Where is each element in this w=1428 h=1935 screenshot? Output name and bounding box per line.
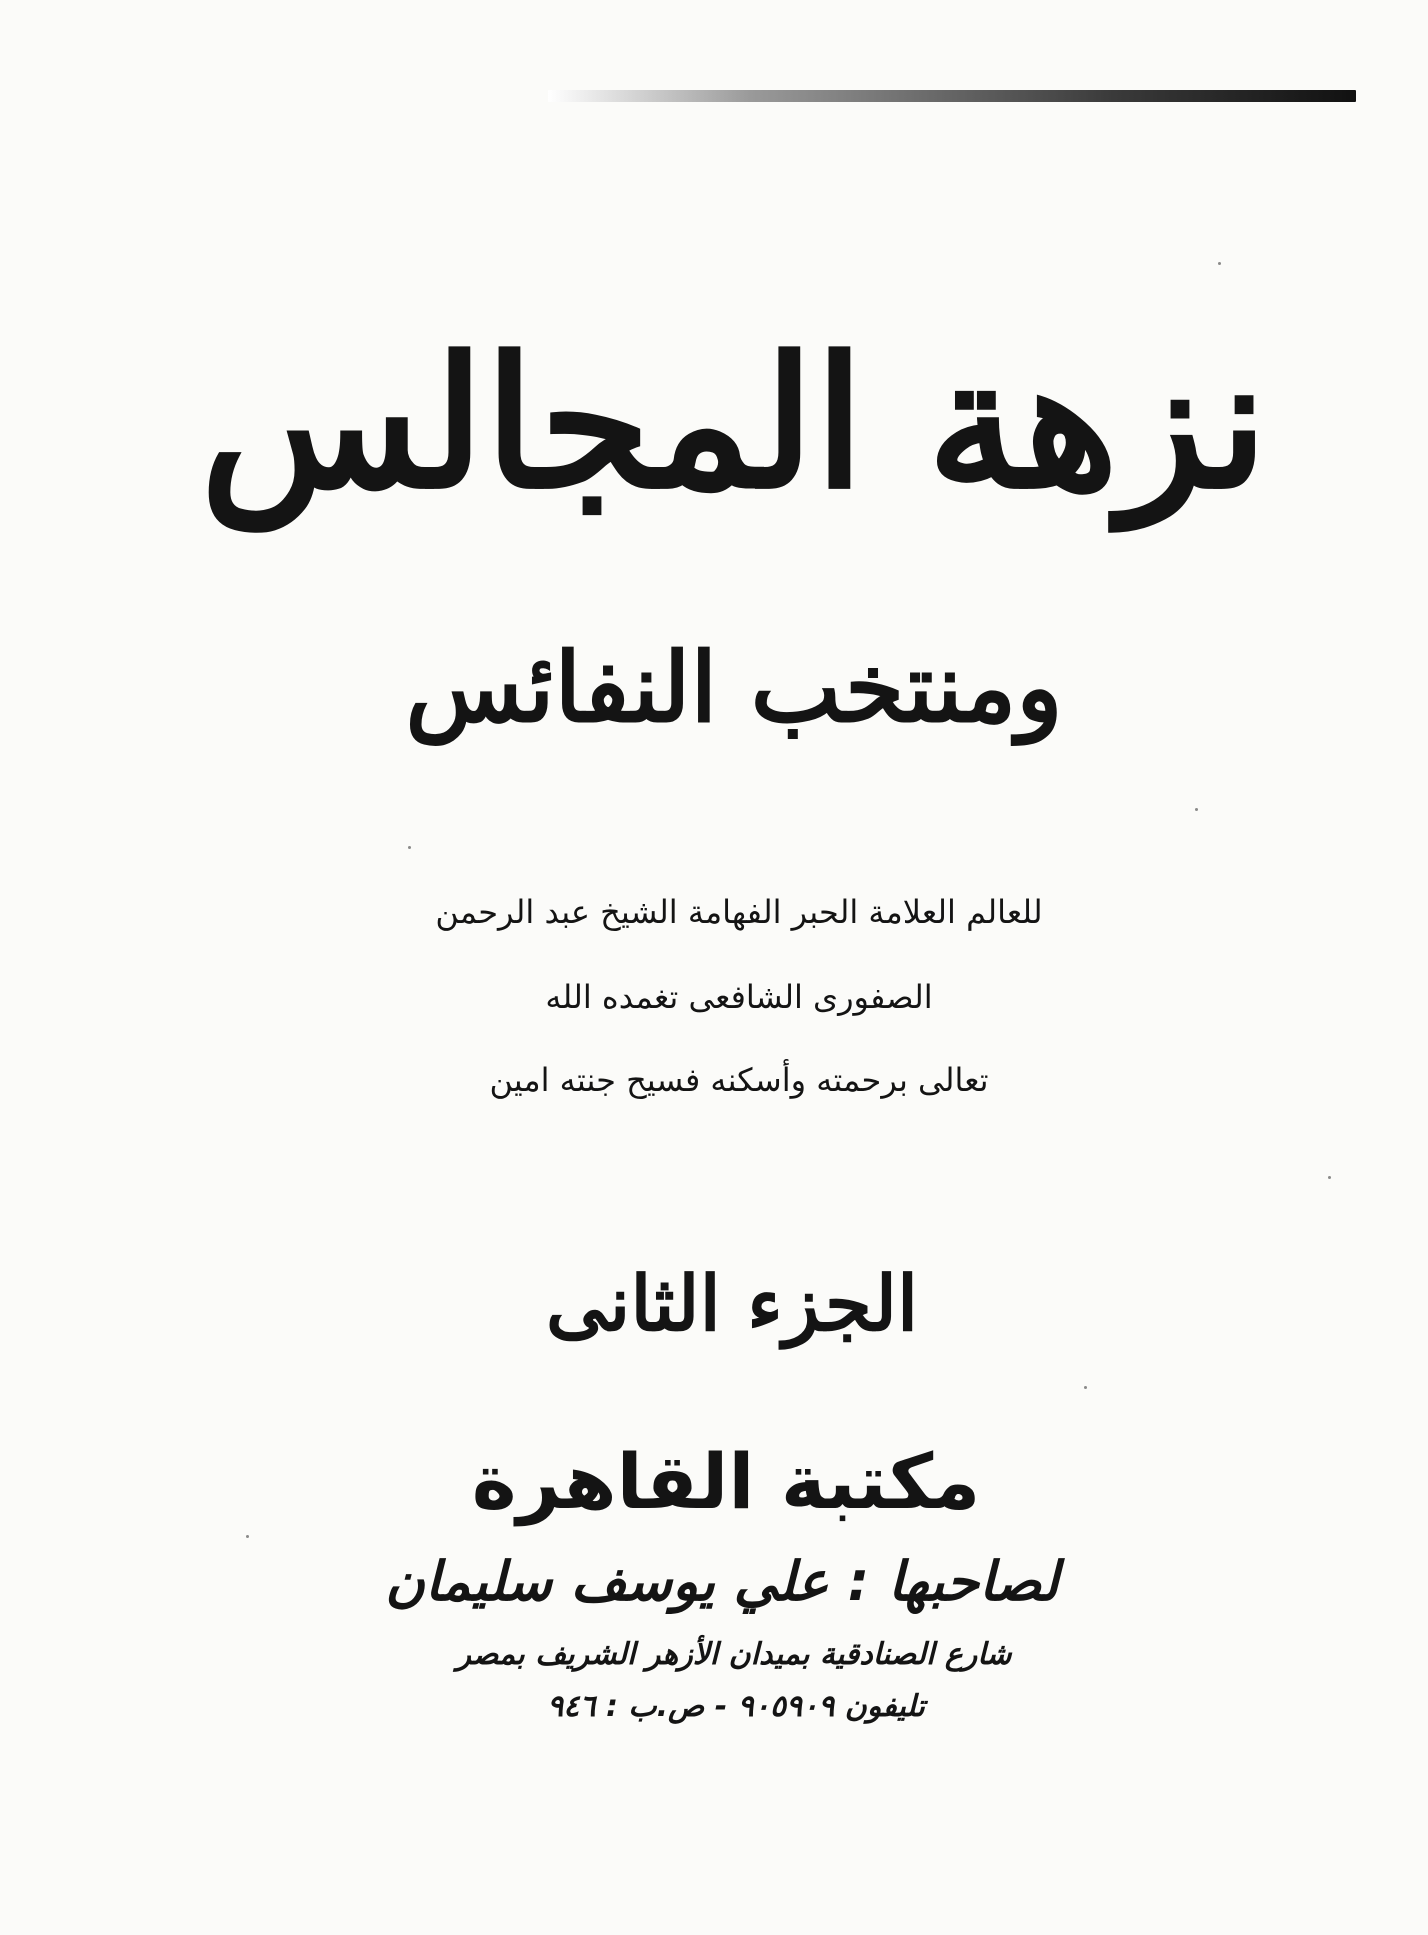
publisher-phone: تليفون ٩٠٥٩٠٩ - ص.ب : ٩٤٦: [547, 1689, 925, 1724]
scan-speck: [1195, 808, 1198, 811]
publisher-name: مكتبة القاهرة: [471, 1437, 981, 1526]
scan-speck: [1328, 1176, 1331, 1179]
book-title: نزهة المجالس: [200, 318, 1268, 529]
author-line-1: للعالم العلامة الحبر الفهامة الشيخ عبد الرحمن: [435, 893, 1043, 931]
publisher-owner: لصاحبها : علي يوسف سليمان: [385, 1550, 1059, 1613]
author-line-2: الصفورى الشافعى تغمده الله: [545, 978, 933, 1016]
author-line-3: تعالى برحمته وأسكنه فسيح جنته امين: [489, 1061, 989, 1099]
scan-speck: [1218, 262, 1221, 265]
scan-speck: [1084, 1386, 1087, 1389]
scan-speck: [408, 846, 411, 849]
top-rule: [548, 90, 1356, 102]
book-subtitle: ومنتخب النفائس: [405, 631, 1063, 744]
scan-speck: [246, 1535, 249, 1538]
volume-label: الجزء الثانى: [545, 1259, 919, 1348]
publisher-address: شارع الصنادقية بميدان الأزهر الشريف بمصر: [456, 1637, 1012, 1672]
